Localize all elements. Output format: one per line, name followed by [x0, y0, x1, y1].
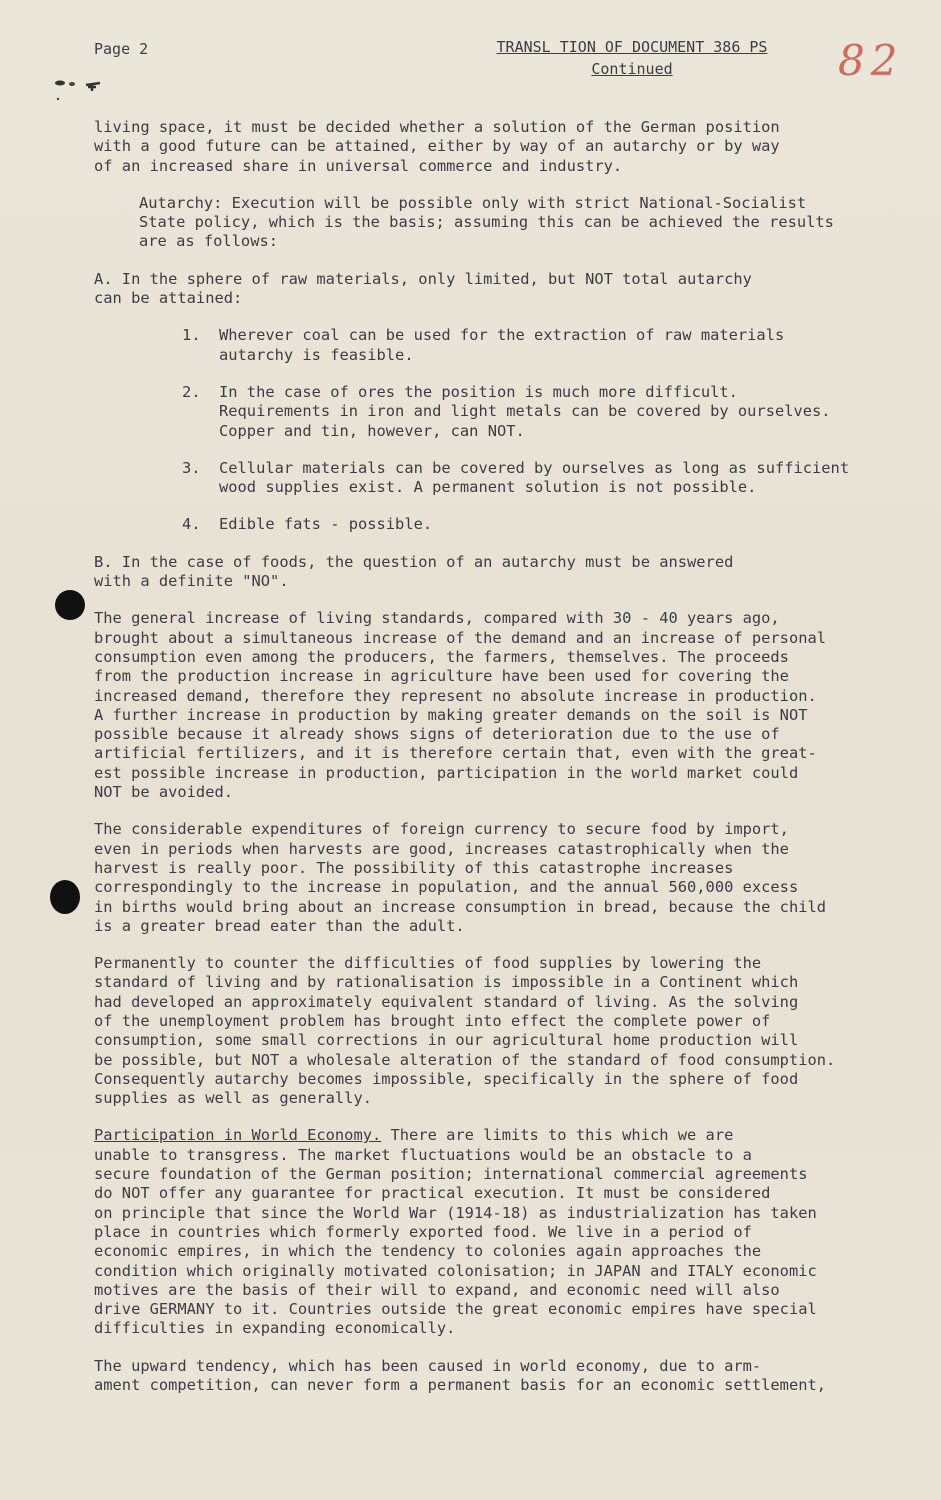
- paragraph-living-standards: The general increase of living standards, compared with 30 - 40 years ago, brought about a simultaneous increase of the demand and an increase of personal consumption even among the producers, the farmers, themselves. The proceeds from the production increase in agriculture have been used for covering the increased demand, therefore they represent no absolute increase in production. A further increase in production by making greater demands on the soil is NOT possible because it already shows signs of deterioration due to the use of artificial fertilizers, and it is therefore certain that, even with the great- est possible increase in production, participation in the world market could NOT be avoided.: [94, 609, 827, 802]
- paragraph-food-supplies: Permanently to counter the difficulties of food supplies by lowering the standard of living and by rationalisation is impossible in a Continent which had developed an approximately equivalent standard of living. As the solving of the unemployment problem has brought into effect the complete power of consumption, some small corrections in our agricultural home production will be possible, but NOT a wholesale alteration of the standard of food consumption. Consequently autarchy becomes impossible, specifically in the sphere of food supplies as well as generally.: [94, 954, 836, 1108]
- handwritten-page-number: 82: [838, 36, 904, 85]
- document-title: TRANSL TION OF DOCUMENT 386 PS: [496, 38, 768, 56]
- paragraph-foreign-currency: The considerable expenditures of foreign currency to secure food by import, even in periods when harvests are good, increases catastrophically when the harvest is really poor. The possibility of this catastrophe increases correspondingly to the increase in population, and the annual 560,000 excess in births would bring about an increase consumption in bread, because the child is a greater bread eater than the adult.: [94, 820, 827, 935]
- paragraph-a-text: A. In the sphere of raw materials, only limited, but NOT total autarchy can be attained:: [94, 269, 752, 308]
- list-item: [94, 515, 894, 534]
- continued-label: Continued: [591, 60, 673, 78]
- paragraph-world-economy: [94, 1126, 894, 1338]
- world-economy-text: unable to transgress. The market fluctuations would be an obstacle to a secure foundation of the German position; international commercial agreements do NOT offer any guarantee for practical execution. It must be considered on principle that since the World War (1914-18) as industrialization has taken place in countries which formerly exported food. We live in a period of economic empires, in which the tendency to colonies again approaches the condition which originally motivated colonisation; in JAPAN and ITALY economic motives are the basis of their will to expand, and economic need will also drive GERMANY to it. Countries outside the great economic empires have special difficulties in expanding economically.: [94, 1145, 817, 1338]
- world-economy-first-line: There are limits to this which we are: [381, 1126, 734, 1145]
- list-item-text: In the case of ores the position is much more difficult. Requirements in iron and light metals can be covered by ourselves. Copper and tin, however, can NOT.: [219, 382, 831, 440]
- list-item-number: 2.: [182, 382, 201, 401]
- punch-hole-bottom: [50, 880, 80, 914]
- paragraph-upward-tendency: The upward tendency, which has been caused in world economy, due to arm- ament competition, can never form a permanent basis for an economic settlement,: [94, 1356, 827, 1395]
- list-item-number: 4.: [182, 515, 201, 534]
- paragraph-b-foods: B. In the case of foods, the question of an autarchy must be answered with a definite "NO".: [94, 552, 734, 591]
- ink-smudge: [50, 75, 112, 105]
- document-body: [94, 118, 894, 1413]
- list-item: [94, 383, 894, 441]
- section-heading-world-economy: Participation in World Economy.: [94, 1126, 382, 1145]
- punch-hole-top: [55, 590, 85, 620]
- list-item: [94, 459, 894, 498]
- list-item-text: Wherever coal can be used for the extraction of raw materials autarchy is feasible.: [219, 326, 785, 364]
- list-item-number: 1.: [182, 326, 201, 345]
- paragraph-autarchy: Autarchy: Execution will be possible only with strict National-Socialist State policy, which is the basis; assuming this can be achieved the results are as follows:: [139, 193, 834, 251]
- page-label: Page 2: [94, 40, 149, 58]
- list-item-text: Cellular materials can be covered by ourselves as long as sufficient wood supplies exist. A permanent solution is not possible.: [219, 458, 850, 497]
- paragraph-living-space: living space, it must be decided whether a solution of the German position with a good future can be attained, either by way of an autarchy or by way of an increased share in universal commerce and industry.: [94, 118, 780, 175]
- document-header: [486, 38, 778, 78]
- list-item-text: Edible fats - possible.: [219, 515, 433, 534]
- list-item-number: 3.: [182, 458, 201, 477]
- paragraph-a-raw-materials: [94, 270, 894, 309]
- list-item: [94, 326, 894, 365]
